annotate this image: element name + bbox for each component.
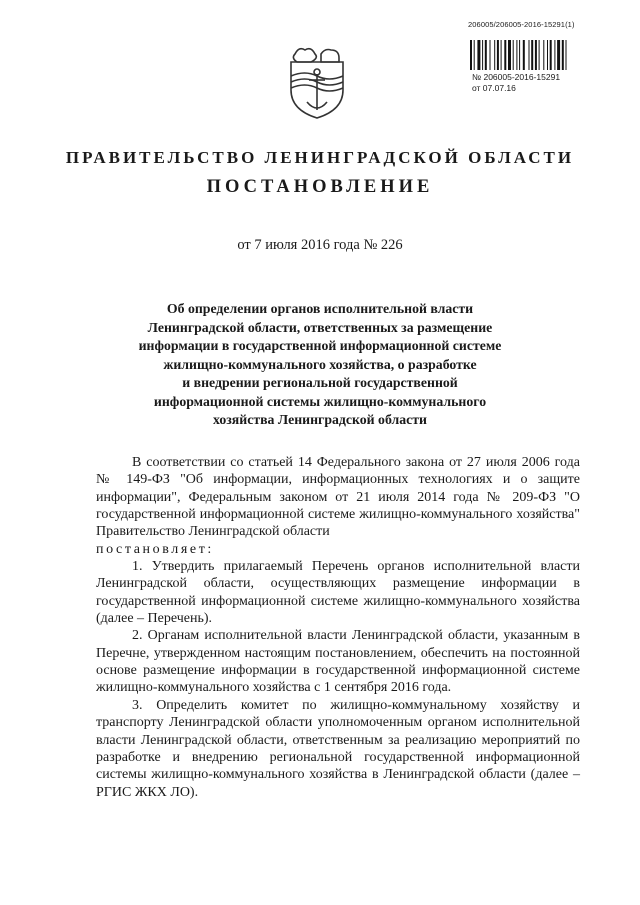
registration-number: № 206005-2016-15291 bbox=[472, 72, 561, 82]
item-paragraph-1: 1. Утвердить прилагаемый Перечень органов исполнительной власти Ленинградской области, осуществляющих размещение информации в государственной информационной системе жилищно-коммунального хозяйства (далее – Перечень). bbox=[96, 559, 580, 627]
issuing-authority: ПРАВИТЕЛЬСТВО ЛЕНИНГРАДСКОЙ ОБЛАСТИ bbox=[65, 148, 575, 167]
document-subject bbox=[90, 300, 550, 430]
registration-code: 206005/206005-2016-15291(1) bbox=[468, 20, 575, 29]
registration-info bbox=[472, 72, 560, 94]
document-body bbox=[96, 454, 580, 801]
barcode bbox=[470, 40, 606, 70]
subject-line: хозяйства Ленинградской области bbox=[212, 412, 428, 427]
item-paragraph-3: 3. Определить комитет по жилищно-коммунальному хозяйству и транспорту Ленинградской области уполномоченным органом исполнительной власти Ленинградской области, ответственным за реализацию мероприятий по разработке и внедрению региональной государственной информационной системы жилищно-коммунального хозяйства в Ленинградской области (далее – РГИС ЖКХ ЛО). bbox=[96, 697, 580, 800]
subject-line: Об определении органов исполнительной власти bbox=[166, 301, 474, 316]
document-date: от 7 июля 2016 года № 226 bbox=[237, 237, 403, 253]
subject-line: информации в государственной информационной системе bbox=[138, 338, 502, 353]
document-type: ПОСТАНОВЛЕНИЕ bbox=[206, 177, 434, 197]
decision-word: постановляет: bbox=[96, 541, 214, 557]
item-paragraph-2: 2. Органам исполнительной власти Ленинградской области, указанным в Перечне, утвержденном настоящим постановлением, обеспечить на постоянной основе размещение информации в государственной информационной системе жилищно-коммунального хозяйства с 1 сентября 2016 года. bbox=[96, 628, 580, 696]
subject-line: Ленинградской области, ответственных за размещение bbox=[147, 319, 493, 335]
subject-line: жилищно-коммунального хозяйства, о разработке bbox=[163, 356, 477, 372]
registration-date: от 07.07.16 bbox=[472, 83, 516, 93]
coat-of-arms-emblem bbox=[285, 44, 349, 120]
preamble-paragraph: В соответствии со статьей 14 Федерального закона от 27 июля 2006 года № 149-ФЗ "Об информации, информационных технологиях и о защите информации", Федеральным законом от 21 июля 2014 года № 209-ФЗ "О государственной информационной системе жилищно-коммунального хозяйства" Правительство Ленинградской области bbox=[96, 455, 580, 540]
subject-line: информационной системы жилищно-коммунального bbox=[153, 393, 487, 409]
subject-line: и внедрении региональной государственной bbox=[182, 375, 458, 390]
